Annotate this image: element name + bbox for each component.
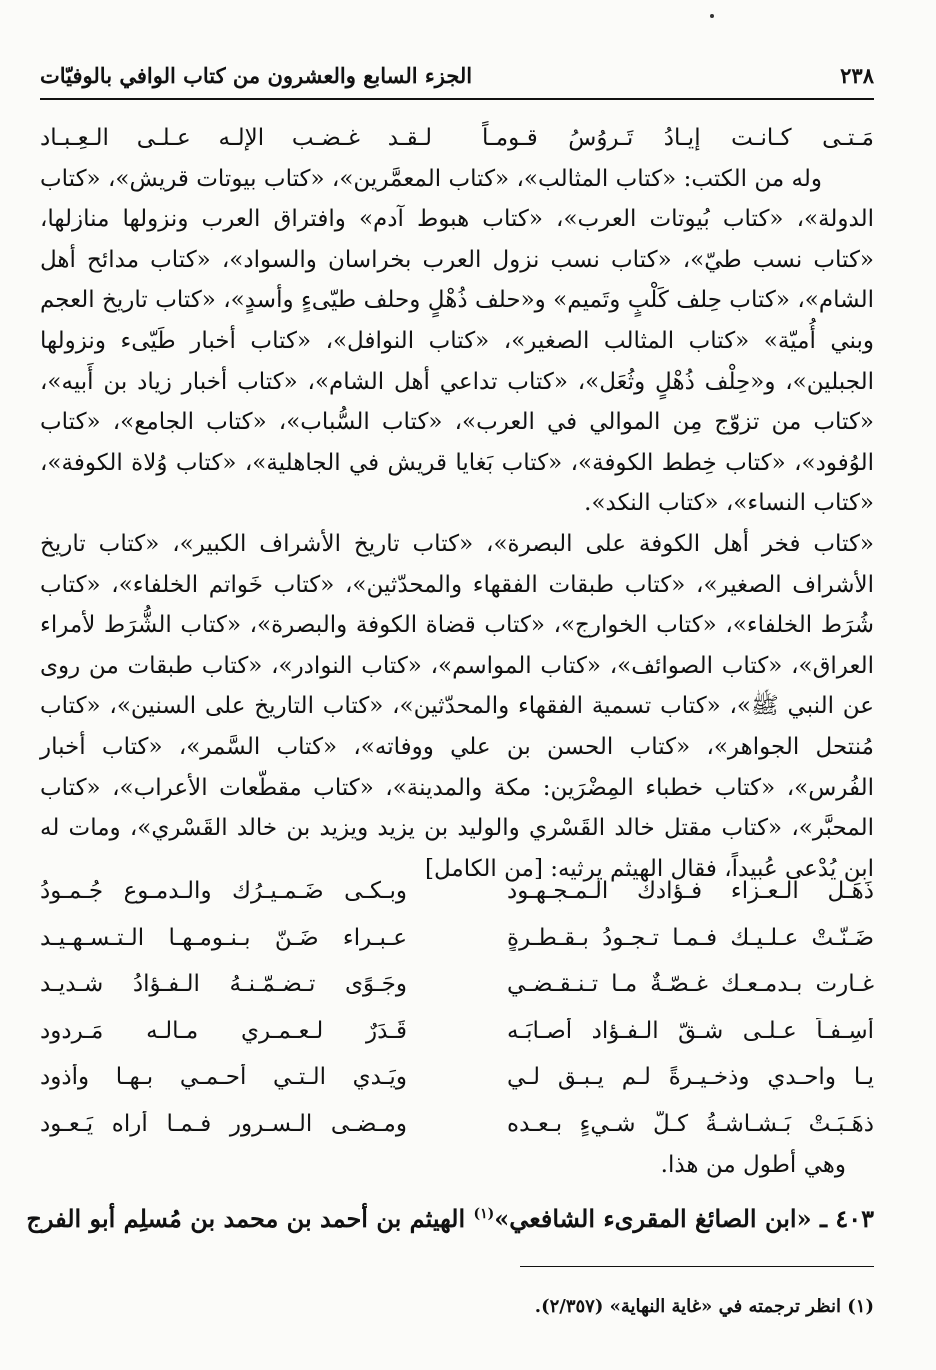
elegy-poem (40, 868, 874, 1147)
poem-left-hemistich: ومـضـى الـسـرور فـمـا أراه يَـعـود (40, 1110, 407, 1137)
verse-left-hemistich: لـقـد غـضـب الإلـه عـلـى الـعِـبـاد (40, 125, 432, 151)
poem-left-hemistich: ويَـدي الـتـي أحـمـي بـهـا وأذود (40, 1064, 407, 1091)
poem-line (40, 868, 874, 915)
poem-line (40, 1054, 874, 1101)
poem-line (40, 915, 874, 962)
page-number: ٢٣٨ (840, 62, 874, 88)
poem-right-hemistich: أسِـفـاً عـلـى شـقّ الـفـؤاد أصـابَـه (507, 1017, 874, 1044)
ink-speck (710, 14, 714, 18)
books-list-paragraph-2: «كتاب فخر أهل الكوفة على البصرة»، «كتاب تاريخ الأشراف الكبير»، «كتاب تاريخ الأشراف الصغير»، «كتاب طبقات الفقهاء والمحدّثين»، «كتاب خَواتم الخلفاء»، «كتاب شُرَط الخلفاء»، «كتاب الخوارج»، «كتاب قضاة الكوفة والبصرة»، «كتاب الشُّرَط لأمراء العراق»، «كتاب الصوائف»، «كتاب المواسم»، «كتاب النوادر»، «كتاب طبقات من روى عن النبي ﷺ»، «كتاب تسمية الفقهاء والمحدّثين»، «كتاب التاريخ على السنين»، «كتاب مُنتحل الجواهر»، «كتاب الحسن بن علي ووفاته»، «كتاب السَّمر»، «كتاب أخبار الفُرس»، «كتاب خطباء المِضْرَين: مكة والمدينة»، «كتاب مقطّعات الأعراب»، «كتاب المحبَّر»، «كتاب مقتل خالد القَسْري والوليد بن يزيد ويزيد بن خالد القَسْري»، ومات له ابن يُدْعى عُبيداً، فقال الهيثم يرثيه: [من الكامل] (40, 530, 874, 882)
footnote-text: انظر ترجمته في «غاية النهاية» (٢/٣٥٧). (534, 1296, 841, 1317)
verse-right-hemistich: مَـتـى كـانـت إيـادُ تَـروُسُ قـومـاً (482, 125, 874, 151)
books-list-paragraph-1: وله من الكتب: «كتاب المثالب»، «كتاب المعمَّرين»، «كتاب بيوتات قريش»، «كتاب الدولة»، «كتاب بُيوتات العرب»، «كتاب هبوط آدم» وافتراق العرب ونزولها منازلها، «كتاب نسب طيّ»، «كتاب نسب نزول العرب بخراسان والسواد»، «كتاب مدائح أهل الشام»، «كتاب حِلف كَلْبٍ وتَميم» و«حلف ذُهْلٍ وحلف طيّىءٍ وأسدٍ»، «كتاب تاريخ العجم وبني أُميّة» «كتاب المثالب الصغير»، «كتاب النوافل»، «كتاب أخبار طَيّىء ونزولها الجبلين»، و«حِلْف ذُهْلٍ وثُعَل»، «كتاب تداعي أهل الشام»، «كتاب أخبار زياد بن أَبيه»، «كتاب من تزوّج مِن الموالي في العرب»، «كتاب السُّباب»، «كتاب الجامع»، «كتاب الوُفود»، «كتاب خِطط الكوفة»، «كتاب بَغايا قريش في الجاهلية»، «كتاب وُلاة الكوفة»، «كتاب النساء»، «كتاب النكد». (40, 165, 874, 517)
entry-number: ٤٠٣ ـ (819, 1204, 874, 1233)
poem-right-hemistich: ذهَـبَـتْ بَـشـاشـةُ كـلّ شـيءٍ بـعـده (507, 1110, 874, 1137)
poem-line (40, 1008, 874, 1055)
entry-quoted-name: «ابن الصائغ المقرىء الشافعي» (494, 1204, 812, 1233)
running-title: الجزء السابع والعشرون من كتاب الوافي بالوفيّات (40, 62, 473, 88)
footnote (535, 1296, 874, 1317)
footnote-reference[interactable]: (١) (473, 1206, 495, 1222)
footnote-mark: (١) (847, 1296, 874, 1317)
poem-right-hemistich: ضَـنّـتْ عـلـيـك فـمـا تـجـودُ بـقـطـرةٍ (507, 924, 874, 951)
poem-right-hemistich: يـا واحـدي وذخـيـرةً لـم يـبـق لـي (507, 1064, 874, 1091)
poem-line (40, 961, 874, 1008)
poem-line (40, 1101, 874, 1148)
poem-left-hemistich: وبـكـى ضَـمـيـرُك والـدمـوع جُـمـودُ (40, 878, 407, 905)
poem-left-hemistich: عـبـراء ضَـنّ بـنـومـهـا الـتـسـهـيـد (40, 924, 407, 951)
main-text (40, 118, 874, 889)
poem-left-hemistich: قَـدَرٌ لـعـمـري مـالـه مَـردود (40, 1017, 407, 1044)
poem-right-hemistich: ذَهَـل الـعـزاء فـؤادك الـمـجـهـود (507, 878, 874, 905)
poem-left-hemistich: وجَـوًى تـضـمّـنـهُ الـفـؤادُ شـديـد (40, 971, 407, 998)
header-rule (40, 98, 874, 100)
running-header (40, 56, 874, 94)
entry-full-name: الهيثم بن أحمد بن محمد بن مُسلِم أبو الفرج (26, 1204, 466, 1233)
opening-verse (40, 118, 874, 159)
closing-remark: وهي أطول من هذا. (660, 1152, 846, 1178)
footnote-rule (520, 1266, 874, 1267)
biography-entry-heading (26, 1204, 874, 1233)
poem-right-hemistich: غـارت بـدمـعـك غـصّـةٌ مـا تـنـقـضـي (507, 971, 874, 998)
